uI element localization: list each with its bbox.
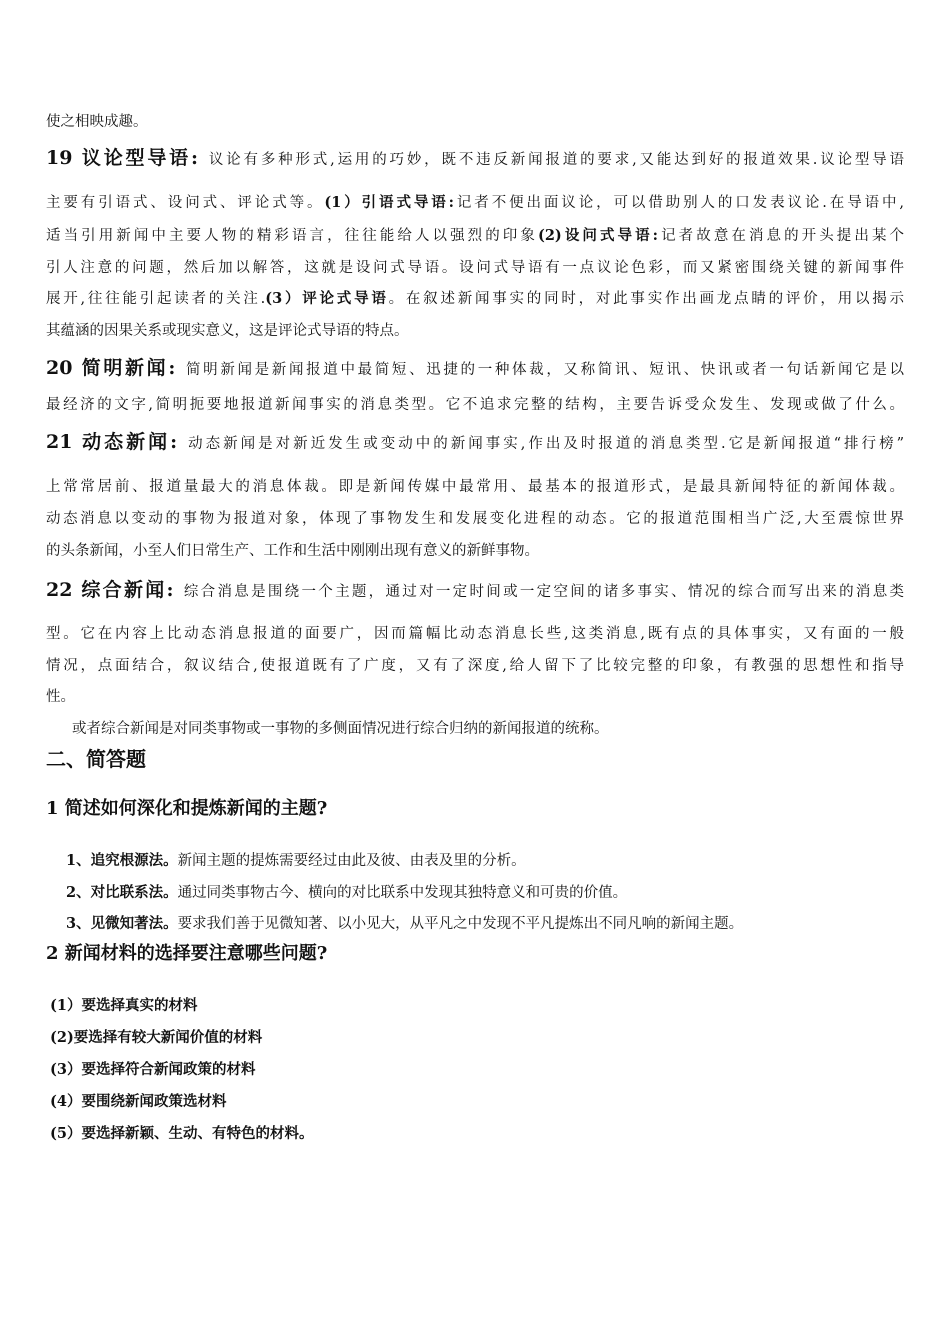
paragraph-text: 情况，点面结合，叙议结合,使报道既有了广度，又有了深度,给人留下了比较完整的印象，有教强的思想性和指导: [46, 658, 904, 674]
paragraph-text: 动态消息以变动的事物为报道对象，体现了事物发生和发展变化进程的动态。它的报道范围相当广泛,大至震惊世界: [46, 511, 904, 527]
term-19-heading: 19 议论型导语:: [46, 147, 199, 169]
paragraph-text: 上常常居前、报道量最大的消息体裁。即是新闻传媒中最常用、最基本的报道形式，是最具新闻特征的新闻体裁。: [46, 479, 904, 495]
term-19-line-3: [46, 226, 904, 246]
term-19-line-2: [46, 193, 904, 213]
list-item: (2)要选择有较大新闻价值的材料: [50, 1029, 263, 1046]
item-text: 要求我们善于见微知著、以小见大，从平凡之中发现不平凡提炼出不同凡响的新闻主题。: [177, 916, 744, 932]
term-19-line-1: [46, 148, 904, 170]
section-title: 二、简答题: [46, 747, 146, 771]
paragraph-text: 使之相映成趣。: [46, 114, 148, 130]
term-19-line-5: [46, 289, 904, 309]
paragraph-text: 动态新闻是对新近发生或变动中的新闻事实,作出及时报道的消息类型.它是新闻报道“排行榜”: [185, 436, 904, 452]
paragraph-text: 记者故意在消息的开头提出某个: [658, 228, 905, 244]
list-item: (5）要选择新颖、生动、有特色的材料。: [50, 1125, 314, 1142]
paragraph-text: 主要有引语式、设问式、评论式等。: [46, 195, 325, 211]
term-21-line-1: [46, 432, 904, 454]
paragraph-text: 型。它在内容上比动态消息报道的面要广，因而篇幅比动态消息长些,这类消息,既有点的具体事实，又有面的一般: [46, 626, 904, 642]
term-22-line-4: [46, 687, 904, 707]
paragraph-line: [46, 112, 904, 132]
paragraph-text: 或者综合新闻是对同类事物或一事物的多侧面情况进行综合归纳的新闻报道的统称。: [72, 721, 609, 737]
term-20-heading: 20 简明新闻:: [46, 357, 176, 379]
paragraph-text: 其蕴涵的因果关系或现实意义，这是评论式导语的特点。: [46, 323, 409, 339]
list-item: (1）要选择真实的材料: [50, 997, 198, 1014]
list-item: [66, 883, 627, 903]
item-label: 1、追究根源法。: [66, 852, 178, 869]
paragraph-text: 性。: [46, 689, 75, 705]
paragraph-text: 适当引用新闻中主要人物的精彩语言，往往能给人以强烈的印象: [46, 228, 538, 244]
term-22-line-5: [72, 719, 904, 739]
paragraph-text: 记者不便出面议论，可以借助别人的口发表议论.在导语中,: [454, 195, 904, 211]
subterm-label: (1）引语式导语:: [324, 194, 454, 211]
list-item: (4）要围绕新闻政策选材料: [50, 1093, 227, 1110]
item-text: 通过同类事物古今、横向的对比联系中发现其独特意义和可贵的价值。: [177, 885, 628, 901]
paragraph-text: 综合消息是围绕一个主题，通过对一定时间或一定空间的诸多事实、情况的综合而写出来的消息类: [181, 584, 904, 600]
term-20-line-1: [46, 358, 904, 380]
subterm-label: (2)设问式导语:: [537, 227, 659, 244]
paragraph-text: 。在叙述新闻事实的同时，对此事实作出画龙点睛的评价，用以揭示: [388, 291, 905, 307]
question-1-title: 1 简述如何深化和提炼新闻的主题?: [46, 798, 328, 819]
item-text: 新闻主题的提炼需要经过由此及彼、由表及里的分析。: [177, 853, 526, 869]
term-19-line-4: [46, 258, 904, 278]
term-20-line-2: [46, 395, 904, 415]
paragraph-text: 展开,往往能引起读者的关注.: [46, 291, 266, 307]
term-21-line-4: [46, 541, 904, 561]
term-21-line-2: [46, 477, 904, 497]
item-label: 2、对比联系法。: [66, 884, 178, 901]
paragraph-text: 的头条新闻，小至人们日常生产、工作和生活中刚刚出现有意义的新鲜事物。: [46, 543, 539, 559]
item-label: 3、见微知著法。: [66, 915, 178, 932]
question-2-title: 2 新闻材料的选择要注意哪些问题?: [46, 943, 328, 964]
list-item: (3）要选择符合新闻政策的材料: [50, 1061, 256, 1078]
term-19-line-6: [46, 321, 904, 341]
term-21-heading: 21 动态新闻:: [46, 431, 178, 453]
term-22-line-3: [46, 656, 904, 676]
term-22-heading: 22 综合新闻:: [46, 579, 174, 601]
subterm-label: (3）评论式导语: [265, 290, 389, 307]
list-item: [66, 851, 526, 871]
paragraph-text: 引人注意的问题，然后加以解答，这就是设问式导语。设问式导语有一点议论色彩，而又紧密围绕关键的新闻事件: [46, 260, 904, 276]
term-22-line-1: [46, 580, 904, 602]
paragraph-text: 简明新闻是新闻报道中最简短、迅捷的一种体裁，又称简讯、短讯、快讯或者一句话新闻它是以: [183, 362, 904, 378]
paragraph-text: 最经济的文字,简明扼要地报道新闻事实的消息类型。它不追求完整的结构，主要告诉受众发生、发现或做了什么。: [46, 397, 904, 413]
term-21-line-3: [46, 509, 904, 529]
paragraph-text: 议论有多种形式,运用的巧妙，既不违反新闻报道的要求,又能达到好的报道效果.议论型导语: [206, 152, 904, 168]
term-22-line-2: [46, 624, 904, 644]
list-item: [66, 914, 743, 934]
